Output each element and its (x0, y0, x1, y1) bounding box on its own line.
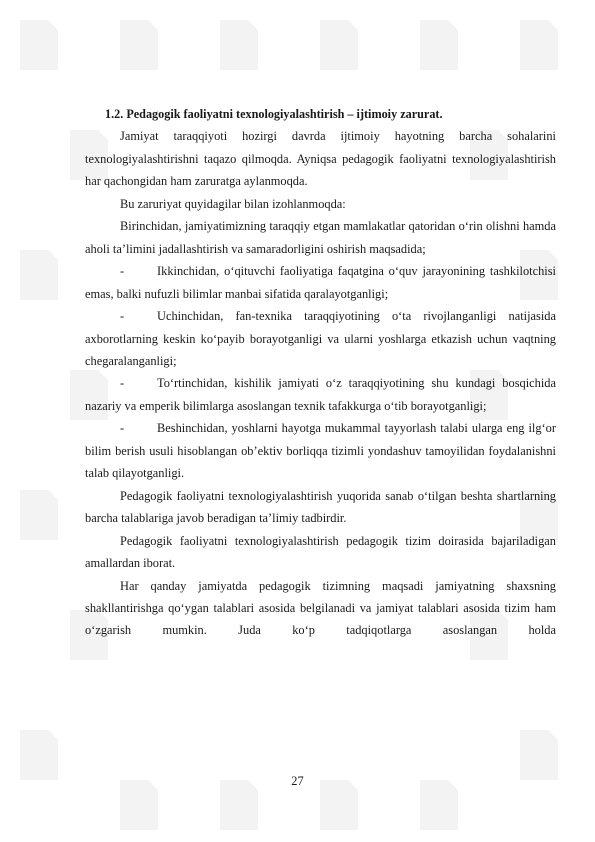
list-item-text: To‘rtinchidan, kishilik jamiyati o‘z taraqqiyotining shu kundagi bosqichida nazariy va emperik bilimlarga asoslangan texnik tafakkurga o‘tib borayotganligi; (85, 376, 556, 413)
paragraph-first-reason: Birinchidan, jamiyatimizning taraqqiy etgan mamlakatlar qatoridan o‘rin olishni hamda aholi ta’limini jadallashtirish va samaradorligini oshirish maqsadida; (85, 219, 556, 256)
list-item (85, 372, 556, 417)
list-item-text: Beshinchidan, yoshlarni hayotga mukammal tayyorlash talabi ularga eng ilg‘or bilim berish usuli hisoblangan ob’ektiv borliqqa tizimli yondashuv tamoyilidan foydalanishni talab qilayotganligi. (85, 421, 556, 481)
list-item (85, 305, 556, 372)
section-title: 1.2. Pedagogik faoliyatni texnologiyalashtirish – ijtimoiy zarurat. (105, 107, 443, 121)
list-item (85, 260, 556, 305)
bullet-marker: - (120, 421, 125, 436)
bullet-marker: - (120, 264, 125, 279)
page-number: 27 (291, 774, 304, 788)
bullet-marker: - (120, 376, 125, 391)
bullet-list (85, 260, 556, 485)
list-item-text: Ikkinchidan, o‘qituvchi faoliyatiga faqatgina o‘quv jarayonining tashkilotchisi emas, balki nufuzli bilimlar manbai sifatida qaralayotganligi; (85, 264, 556, 301)
list-item (85, 417, 556, 484)
paragraph-system: Pedagogik faoliyatni texnologiyalashtirish pedagogik tizim doirasida bajariladigan amallardan iborat. (85, 533, 556, 571)
paragraph-reasons-lead: Bu zaruriyat quyidagilar bilan izohlanmoqda: (120, 196, 346, 211)
document-page (85, 103, 556, 642)
paragraph-conclusion: Pedagogik faoliyatni texnologiyalashtirish yuqorida sanab o‘tilgan beshta shartlarning barcha talablariga javob beradigan ta’limiy tadbirdir. (85, 488, 556, 526)
list-item-text: Uchinchidan, fan-texnika taraqqiyotining o‘ta rivojlanganligi natijasida axborotlarning keskin ko‘payib borayotganligi va ularni yoshlarga etkazish uchun vaqtning chegaralanganligi; (85, 309, 556, 368)
bullet-marker: - (120, 309, 125, 324)
paragraph-intro: Jamiyat taraqqiyoti hozirgi davrda ijtimoiy hayotning barcha sohalarini texnologiyalashtirishni taqazo qilmoqda. Ayniqsa pedagogik faoliyatni texnologiyalashtirish har qachongidan ham zaruratga aylanmoqda. (85, 129, 556, 189)
paragraph-goal: Har qanday jamiyatda pedagogik tizimning maqsadi jamiyatning shaxsning shakllantirishga qo‘ygan talablari asosida belgilanadi va jamiyat talablari asosida tizim ham o‘zgarish mumkin. Juda ko‘p tadqiqotlarga asoslangan holda (85, 578, 556, 638)
